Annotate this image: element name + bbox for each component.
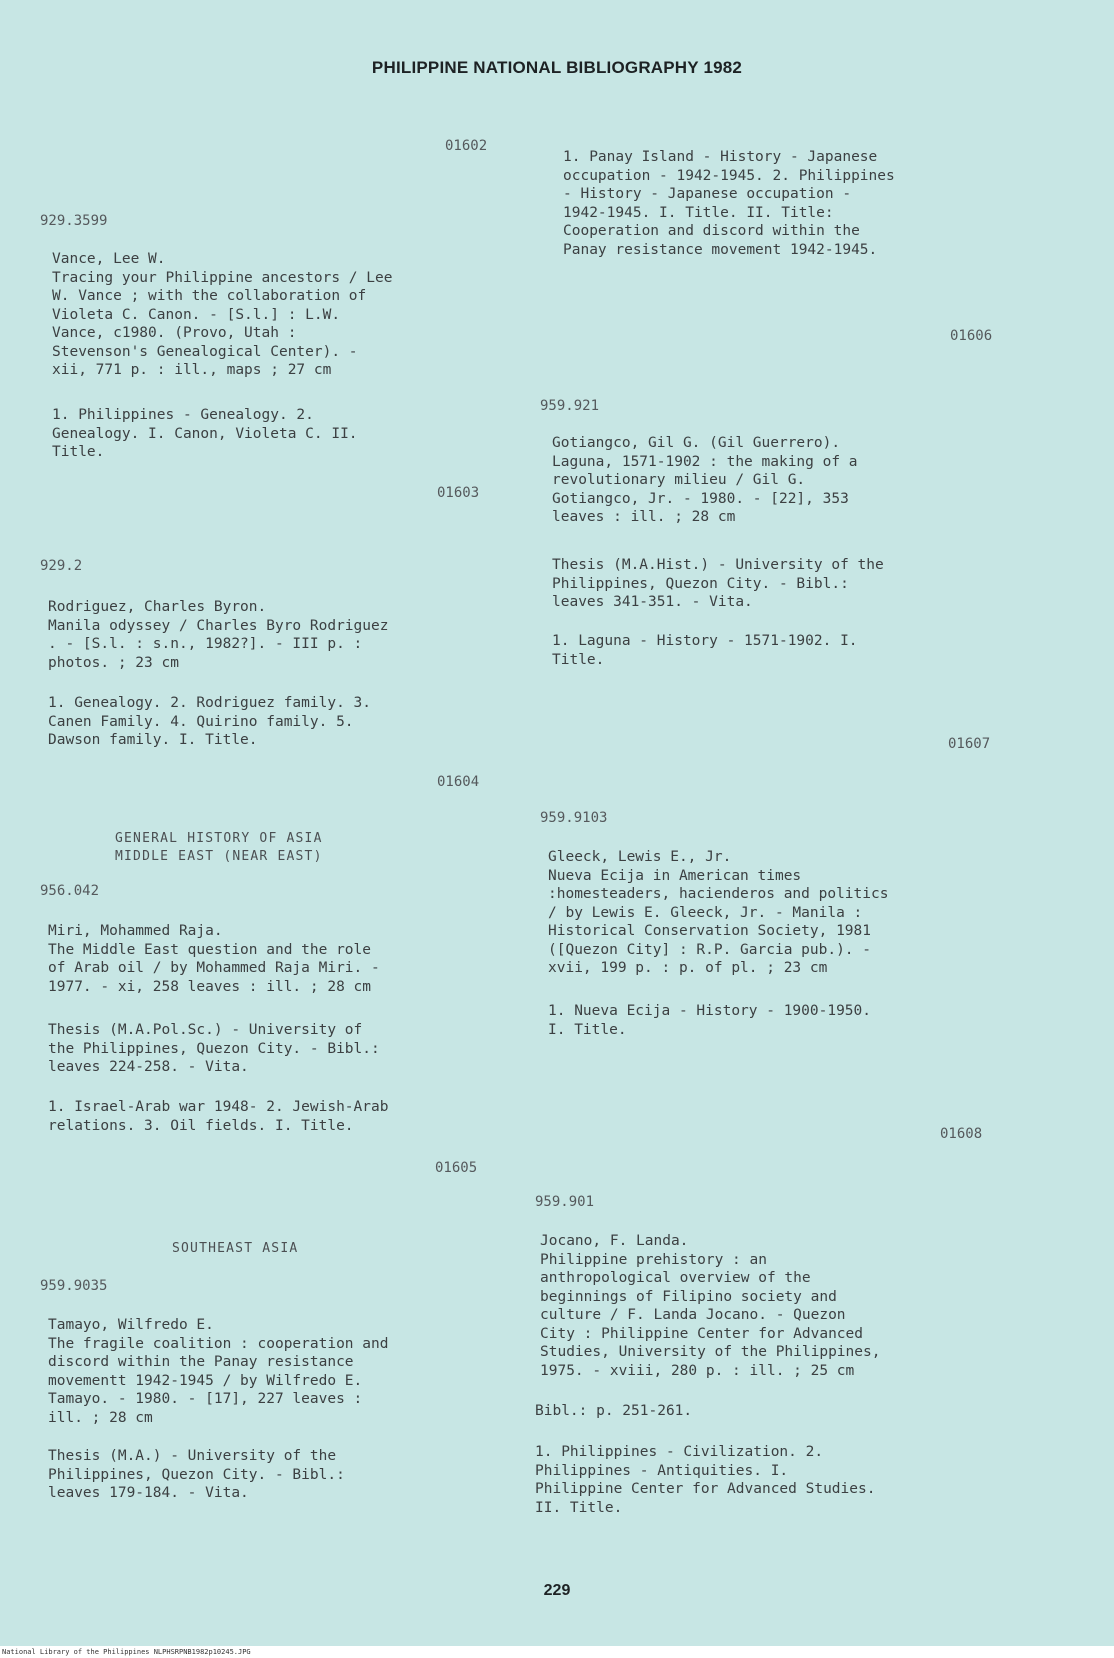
entry-subjects: 1. Israel-Arab war 1948- 2. Jewish-Arab relations. 3. Oil fields. I. Title.: [48, 1099, 389, 1134]
entry-description: Gleeck, Lewis E., Jr. Nueva Ecija in American times :homesteaders, hacienderos and politics / by Lewis E. Gleeck, Jr. - Manila : Historical Conservation Society, 1981 ([Quezon City] : R.P. Garcia pub.). - xvii, 199 p. : p. of pl. ; 23 cm: [548, 849, 889, 976]
entry-subjects: 1. Laguna - History - 1571-1902. I. Title.: [552, 633, 858, 668]
entry-number: 01606: [950, 328, 993, 344]
entry-number: 01605: [435, 1160, 478, 1176]
class-number: 956.042: [40, 883, 100, 899]
section-heading: GENERAL HISTORY OF ASIA MIDDLE EAST (NEAR EAST): [115, 831, 323, 864]
entry-thesis-note: Thesis (M.A.) - University of the Philippines, Quezon City. - Bibl.: leaves 179-184. - Vita.: [48, 1448, 345, 1501]
class-number: 959.9103: [540, 810, 608, 826]
page-header: PHILIPPINE NATIONAL BIBLIOGRAPHY 1982: [371, 58, 743, 77]
entry-number: 01607: [948, 736, 991, 752]
class-number: 929.3599: [40, 213, 108, 229]
entry-bibliography-note: Bibl.: p. 251-261.: [535, 1403, 693, 1419]
entry-subjects: 1. Panay Island - History - Japanese occupation - 1942-1945. 2. Philippines - History - Japanese occupation - 1942-1945. I. Title. II. Title: Cooperation and discord within the Panay resistance movement 1942-1945.: [563, 149, 895, 258]
entry-description: Vance, Lee W. Tracing your Philippine ancestors / Lee W. Vance ; with the collaboration of Violeta C. Canon. - [S.l.] : L.W. Vance, c1980. (Provo, Utah : Stevenson's Genealogical Center). - xii, 771 p. : ill., maps ; 27 cm: [52, 251, 393, 378]
entry-number: 01608: [940, 1126, 983, 1142]
class-number: 929.2: [40, 558, 83, 574]
class-number: 959.921: [540, 398, 600, 414]
scan-credit: National Library of the Philippines NLPHSRPNB1982p10245.JPG: [2, 1648, 251, 1656]
entry-subjects: 1. Philippines - Civilization. 2. Philippines - Antiquities. I. Philippine Center for Advanced Studies. II. Title.: [535, 1444, 876, 1516]
page-number: 229: [543, 1582, 571, 1599]
entry-description: Gotiangco, Gil G. (Gil Guerrero). Laguna, 1571-1902 : the making of a revolutionary milieu / Gil G. Gotiangco, Jr. - 1980. - [22], 353 leaves : ill. ; 28 cm: [552, 435, 858, 525]
entry-subjects: 1. Nueva Ecija - History - 1900-1950. I. Title.: [548, 1003, 872, 1038]
class-number: 959.901: [535, 1194, 595, 1210]
class-number: 959.9035: [40, 1278, 108, 1294]
entry-number: 01604: [437, 774, 480, 790]
entry-subjects: 1. Philippines - Genealogy. 2. Genealogy. I. Canon, Violeta C. II. Title.: [52, 407, 358, 460]
entry-description: Rodriguez, Charles Byron. Manila odyssey / Charles Byro Rodriguez . - [S.l. : s.n., 1982?]. - III p. : photos. ; 23 cm: [48, 599, 389, 671]
entry-thesis-note: Thesis (M.A.Hist.) - University of the Philippines, Quezon City. - Bibl.: leaves 341-351. - Vita.: [552, 557, 884, 610]
entry-subjects: 1. Genealogy. 2. Rodriguez family. 3. Canen Family. 4. Quirino family. 5. Dawson family. I. Title.: [48, 695, 372, 748]
entry-number: 01603: [437, 485, 480, 501]
entry-thesis-note: Thesis (M.A.Pol.Sc.) - University of the Philippines, Quezon City. - Bibl.: leaves 224-258. - Vita.: [48, 1022, 380, 1075]
section-heading: SOUTHEAST ASIA: [172, 1241, 299, 1256]
entry-description: Tamayo, Wilfredo E. The fragile coalition : cooperation and discord within the Panay resistance movementt 1942-1945 / by Wilfredo E. Tamayo. - 1980. - [17], 227 leaves : ill. ; 28 cm: [48, 1317, 389, 1426]
entry-description: Miri, Mohammed Raja. The Middle East question and the role of Arab oil / by Mohammed Raja Miri. - 1977. - xi, 258 leaves : ill. ; 28 cm: [48, 923, 380, 995]
entry-number: 01602: [445, 138, 488, 154]
entry-description: Jocano, F. Landa. Philippine prehistory : an anthropological overview of the beginnings of Filipino society and culture / F. Landa Jocano. - Quezon City : Philippine Center for Advanced Studies, University of the Philippines, 1975. - xviii, 280 p. : ill. ; 25 cm: [540, 1233, 881, 1379]
